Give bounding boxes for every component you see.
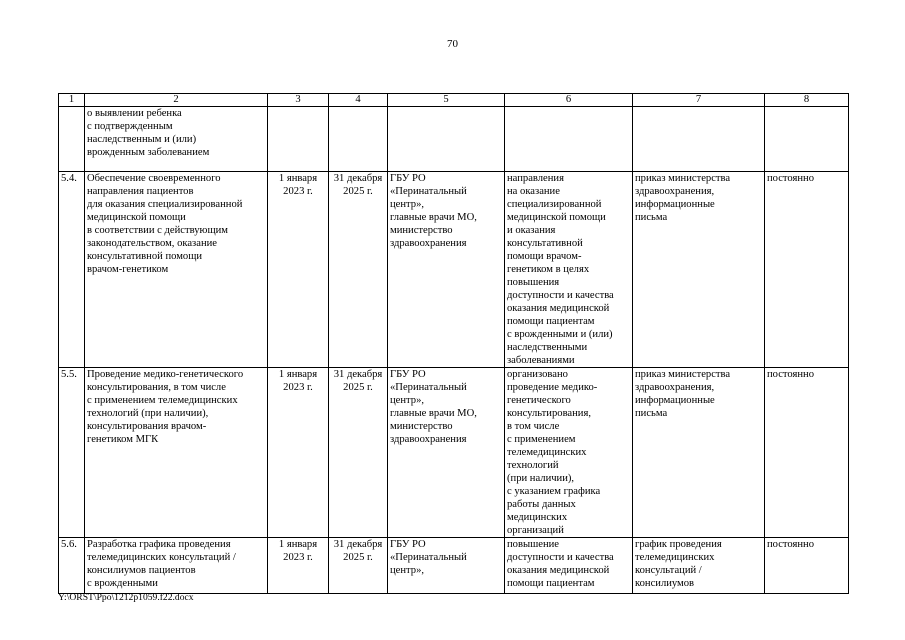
row-number: 5.6. [59,538,85,594]
period-cell [765,107,849,172]
table-row [59,368,849,538]
row-number: 5.5. [59,368,85,538]
header-row [59,94,849,107]
result-cell: направления на оказание специализированной медицинской помощи и оказания консультативной помощи врачом- генетиком в целях повышения доступности и качества оказания медицинской помощи пациентам с врожденными и (или) наследственными заболеваниями [505,172,633,368]
column-header: 7 [633,94,765,107]
column-header: 1 [59,94,85,107]
document-cell: график проведения телемедицинских консультаций / консилиумов [633,538,765,594]
responsible-cell: ГБУ РО «Перинатальный центр», [388,538,505,594]
column-header: 4 [329,94,388,107]
plan-table [58,93,849,594]
column-header: 5 [388,94,505,107]
column-header: 3 [268,94,329,107]
document-cell: приказ министерства здравоохранения, информационные письма [633,172,765,368]
start-date-cell: 1 января 2023 г. [268,368,329,538]
responsible-cell: ГБУ РО «Перинатальный центр», главные врачи МО, министерство здравоохранения [388,172,505,368]
end-date-cell: 31 декабря 2025 г. [329,538,388,594]
table-row [59,538,849,594]
period-cell: постоянно [765,368,849,538]
column-header: 2 [85,94,268,107]
start-date-cell: 1 января 2023 г. [268,538,329,594]
document-cell: приказ министерства здравоохранения, информационные письма [633,368,765,538]
column-header: 8 [765,94,849,107]
responsible-cell: ГБУ РО «Перинатальный центр», главные врачи МО, министерство здравоохранения [388,368,505,538]
table-row [59,172,849,368]
document-cell [633,107,765,172]
activity-cell: Разработка графика проведения телемедицинских консультаций / консилиумов пациентов с врожденными [85,538,268,594]
period-cell: постоянно [765,172,849,368]
row-number: 5.4. [59,172,85,368]
period-cell: постоянно [765,538,849,594]
responsible-cell [388,107,505,172]
activity-cell: Обеспечение своевременного направления пациентов для оказания специализированной медицинской помощи в соответствии с действующим законодательством, оказание консультативной помощи врачом-генетиком [85,172,268,368]
column-header: 6 [505,94,633,107]
start-date-cell [268,107,329,172]
result-cell: повышение доступности и качества оказания медицинской помощи пациентам [505,538,633,594]
result-cell [505,107,633,172]
result-cell: организовано проведение медико- генетического консультирования, в том числе с применением телемедицинских технологий (при наличии), с указанием графика работы данных медицинских организаций [505,368,633,538]
end-date-cell [329,107,388,172]
page-number: 70 [447,38,458,50]
activity-cell: Проведение медико-генетического консультирования, в том числе с применением телемедицинских технологий (при наличии), консультирования врачом- генетиком МГК [85,368,268,538]
row-number [59,107,85,172]
table-row [59,107,849,172]
file-path-footer: Y:\ORST\Ppo\1212p1059.f22.docx [58,592,194,603]
end-date-cell: 31 декабря 2025 г. [329,172,388,368]
activity-cell: о выявлении ребенка с подтвержденным наследственным и (или) врожденным заболеванием [85,107,268,172]
start-date-cell: 1 января 2023 г. [268,172,329,368]
end-date-cell: 31 декабря 2025 г. [329,368,388,538]
